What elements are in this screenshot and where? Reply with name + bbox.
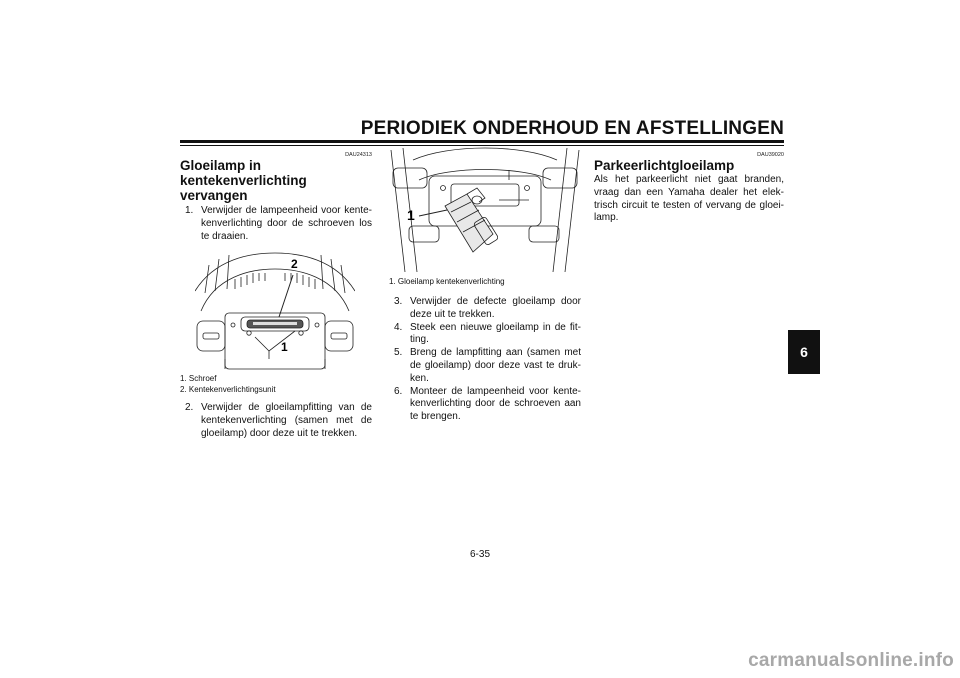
step-text: Verwijder de gloeilampfitting van de kentekenverlichting (samen met de gloeilamp) door deze uit te trekken.	[201, 402, 372, 439]
page-number: 6-35	[469, 549, 490, 560]
watermark: carmanualsonline.info	[748, 650, 954, 671]
step-item	[389, 386, 581, 424]
step-text: Breng de lampfitting aan (samen met de gloeilamp) door deze vast te druk-ken.	[410, 347, 581, 384]
step-item	[389, 322, 581, 348]
caption-item: 1. Schroef	[180, 374, 217, 384]
section-code: DAU24313	[345, 152, 372, 158]
step-number: 5.	[394, 347, 403, 359]
left-column	[180, 148, 372, 441]
callout-1: 1	[407, 207, 415, 223]
step-number: 4.	[394, 321, 403, 333]
step-item	[389, 296, 581, 322]
step-number: 6.	[394, 385, 403, 397]
section-code: DAU39020	[757, 152, 784, 158]
figure-captions	[180, 373, 372, 395]
paragraph: Als het parkeerlicht niet gaat branden, vraag dan een Yamaha dealer het elek-trisch circuit te testen of vervang de gloei-lamp.	[594, 174, 784, 224]
step-item	[389, 347, 581, 385]
page-header-title: PERIODIEK ONDERHOUD EN AFSTELLINGEN	[360, 118, 784, 139]
steps-list	[180, 402, 372, 440]
right-column	[594, 148, 784, 225]
step-text: Verwijder de defecte gloeilamp door deze uit te trekken.	[410, 296, 581, 320]
section-heading: Parkeerlichtgloeilamp	[594, 158, 735, 173]
section-heading: Gloeilamp in kentekenverlichting vervangen	[180, 158, 307, 203]
caption-item: 2. Kentekenverlichtingsunit	[180, 385, 276, 395]
step-item	[180, 205, 372, 243]
callout-2: 2	[291, 257, 298, 272]
step-number: 3.	[394, 296, 403, 307]
step-item	[180, 402, 372, 440]
caption-item: 1. Gloeilamp kentekenverlichting	[389, 277, 505, 286]
steps-list	[389, 296, 581, 424]
step-text: Monteer de lampeenheid voor kente-kenverlichting door de schroeven aan te brengen.	[410, 385, 581, 423]
license-bulb-illustration	[389, 140, 581, 272]
step-text: Verwijder de lampeenheid voor kente-kenverlichting door de schroeven los te draaien.	[201, 205, 372, 242]
step-text: Steek een nieuwe gloeilamp in de fit-ting.	[410, 321, 581, 346]
chapter-tab[interactable]: 6	[788, 330, 820, 374]
step-number: 2.	[185, 402, 194, 414]
license-light-unit-illustration	[195, 251, 355, 371]
callout-1: 1	[281, 340, 288, 355]
step-number: 1.	[185, 205, 194, 216]
figure-captions	[389, 276, 581, 287]
middle-column	[389, 140, 581, 424]
steps-list	[180, 205, 372, 243]
